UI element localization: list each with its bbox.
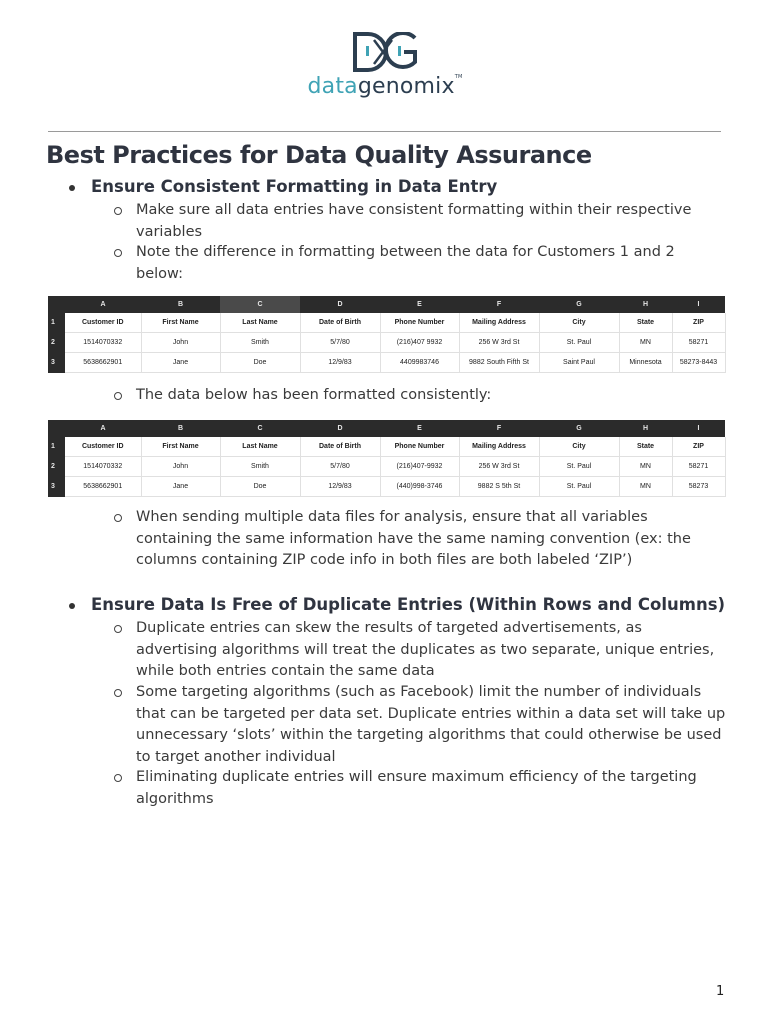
circle-bullet-icon — [114, 625, 122, 633]
row-number: 2 — [48, 457, 65, 477]
page-title: Best Practices for Data Quality Assurance — [46, 141, 592, 169]
header-divider — [48, 131, 721, 132]
table-cell: 5638662901 — [65, 353, 141, 373]
circle-bullet-icon — [114, 514, 122, 522]
company-logo — [0, 32, 770, 99]
column-header: E — [380, 296, 459, 313]
column-header: F — [459, 296, 539, 313]
table-cell: 5/7/80 — [300, 333, 380, 353]
table-cell: ZIP — [672, 437, 725, 457]
table-cell: Smith — [220, 457, 300, 477]
column-header: F — [459, 420, 539, 437]
table-cell: John — [141, 333, 220, 353]
table-cell: 9882 S 5th St — [459, 477, 539, 497]
table-cell: Minnesota — [619, 353, 672, 373]
corner-cell — [48, 296, 65, 313]
table-cell: 256 W 3rd St — [459, 457, 539, 477]
table-cell: 12/9/83 — [300, 353, 380, 373]
table-cell: Last Name — [220, 437, 300, 457]
column-header: H — [619, 296, 672, 313]
table-cell: MN — [619, 477, 672, 497]
corner-cell — [48, 420, 65, 437]
table-cell: Smith — [220, 333, 300, 353]
column-header: I — [672, 420, 725, 437]
table-cell: ZIP — [672, 313, 725, 333]
table-cell: Jane — [141, 477, 220, 497]
bullet-icon — [69, 185, 75, 191]
table-cell: Date of Birth — [300, 437, 380, 457]
table-cell: Saint Paul — [539, 353, 619, 373]
table-cell: (216)407 9932 — [380, 333, 459, 353]
table-cell: Jane — [141, 353, 220, 373]
table-cell: 4409983746 — [380, 353, 459, 373]
table-cell: 1514070332 — [65, 457, 141, 477]
row-number: 2 — [48, 333, 65, 353]
column-header: A — [65, 420, 141, 437]
spreadsheet-inconsistent — [48, 296, 726, 373]
table-cell: John — [141, 457, 220, 477]
table-row — [48, 457, 725, 477]
column-header: D — [300, 420, 380, 437]
table-cell: 58271 — [672, 333, 725, 353]
table-row — [48, 353, 725, 373]
table-cell: St. Paul — [539, 477, 619, 497]
column-header: B — [141, 296, 220, 313]
row-number: 1 — [48, 313, 65, 333]
table-cell: State — [619, 313, 672, 333]
circle-bullet-icon — [114, 392, 122, 400]
table-row — [48, 313, 725, 333]
circle-bullet-icon — [114, 249, 122, 257]
table-cell: MN — [619, 333, 672, 353]
spreadsheet-consistent — [48, 420, 726, 497]
bullet-icon — [69, 603, 75, 609]
logo-wordmark: datagenomix™ — [307, 74, 463, 99]
column-header: G — [539, 420, 619, 437]
table-row — [48, 333, 725, 353]
table-cell: Doe — [220, 353, 300, 373]
table-cell: Customer ID — [65, 313, 141, 333]
row-number: 3 — [48, 353, 65, 373]
table-cell: Date of Birth — [300, 313, 380, 333]
table-cell: Phone Number — [380, 437, 459, 457]
row-number: 1 — [48, 437, 65, 457]
column-header: C — [220, 420, 300, 437]
table-cell: 1514070332 — [65, 333, 141, 353]
row-number: 3 — [48, 477, 65, 497]
table-cell: Mailing Address — [459, 437, 539, 457]
table-cell: First Name — [141, 313, 220, 333]
table-cell: City — [539, 437, 619, 457]
circle-bullet-icon — [114, 689, 122, 697]
column-header: D — [300, 296, 380, 313]
table-cell: Last Name — [220, 313, 300, 333]
table-cell: First Name — [141, 437, 220, 457]
table-cell: St. Paul — [539, 457, 619, 477]
column-header: E — [380, 420, 459, 437]
table-cell: 58271 — [672, 457, 725, 477]
table-cell: State — [619, 437, 672, 457]
table-cell: 5/7/80 — [300, 457, 380, 477]
circle-bullet-icon — [114, 774, 122, 782]
table-cell: 58273-8443 — [672, 353, 725, 373]
table-cell: City — [539, 313, 619, 333]
column-header-row — [48, 296, 725, 313]
datagenomix-logo-icon — [352, 32, 418, 72]
table-cell: Customer ID — [65, 437, 141, 457]
column-header: A — [65, 296, 141, 313]
table-row — [48, 477, 725, 497]
table-cell: St. Paul — [539, 333, 619, 353]
table-cell: MN — [619, 457, 672, 477]
table-cell: 5638662901 — [65, 477, 141, 497]
table-cell: Doe — [220, 477, 300, 497]
table-cell: 256 W 3rd St — [459, 333, 539, 353]
column-header-row — [48, 420, 725, 437]
column-header: I — [672, 296, 725, 313]
column-header: B — [141, 420, 220, 437]
page-number: 1 — [716, 984, 725, 999]
column-header: G — [539, 296, 619, 313]
table-row — [48, 437, 725, 457]
table-cell: 58273 — [672, 477, 725, 497]
table-cell: (440)998-3746 — [380, 477, 459, 497]
table-cell: (216)407-9932 — [380, 457, 459, 477]
table-cell: 9882 South Fifth St — [459, 353, 539, 373]
table-cell: Phone Number — [380, 313, 459, 333]
column-header: H — [619, 420, 672, 437]
table-cell: 12/9/83 — [300, 477, 380, 497]
column-header: C — [220, 296, 300, 313]
table-cell: Mailing Address — [459, 313, 539, 333]
circle-bullet-icon — [114, 207, 122, 215]
